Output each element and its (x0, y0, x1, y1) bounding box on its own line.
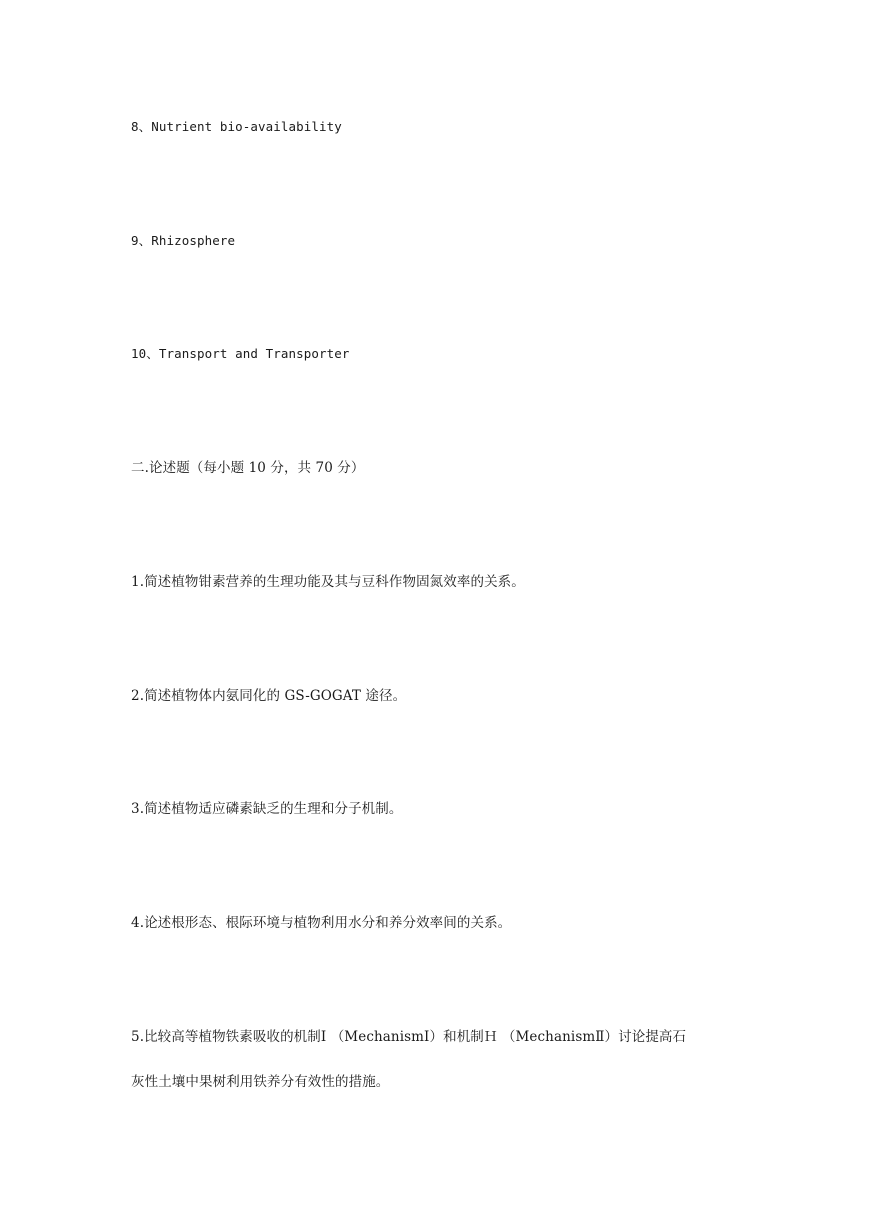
essay-question-3: 3.简述植物适应磷素缺乏的生理和分子机制。 (131, 801, 403, 817)
definition-item-9: 9、Rhizosphere (131, 233, 236, 248)
definition-item-8: 8、Nutrient bio-availability (131, 119, 342, 134)
essay-question-2: 2.简述植物体内氨同化的 GS-GOGAT 途径。 (131, 688, 407, 704)
essay-question-5-line-2: 灰性土壤中果树利用铁养分有效性的措施。 (131, 1074, 390, 1090)
essay-question-1: 1.简述植物钳素营养的生理功能及其与豆科作物固氮效率的关系。 (131, 574, 525, 590)
section-heading: 二.论述题（每小题 10 分，共 70 分） (131, 460, 365, 476)
essay-question-4: 4.论述根形态、根际环境与植物利用水分和养分效率间的关系。 (131, 915, 512, 931)
essay-question-5-line-1: 5.比较高等植物铁素吸收的机制Ⅰ （MechanismⅠ）和机制Ｈ （MechanismⅡ）讨论提高石 (131, 1029, 687, 1045)
definition-item-10: 10、Transport and Transporter (131, 346, 350, 361)
